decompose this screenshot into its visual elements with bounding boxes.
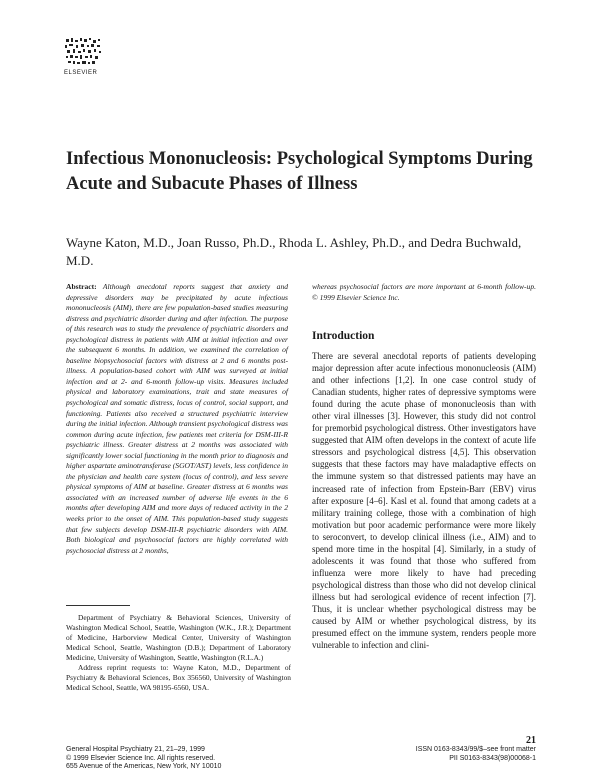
introduction-body: There are several anecdotal reports of patients developing major depression after acute infectious mononucleosis (AIM) and other infections [1,2]. In one case control study of Canadian students, higher rates of depressive symptoms were found during the acute phase of mononucleosis than with other viral illnesses [3]. However, this study did not control for premorbid psychological distress. Other investigators have suggested that AIM often develops in the context of acute life stressors and psychological distress [4,5]. This observation suggests that these factors may have maladaptive effects on the immune system so that distressed patients may have an increased rate of infection from Epstein-Barr (EBV) virus after exposure [4–6]. Kasl et al. found that among cadets at a military training college, those with a combination of high motivation but poor academic performance were more likely to seroconvert, to develop clinical illness (i.e., AIM) and to spend more time in the hospital [4]. Similarly, in a study of adolescents it was found that those who suffered from influenza were more likely to have had preceding psychological distress than those who did not develop clinical illness but had serological evidence of recent infection [7]. Thus, it is unclear whether psychological distress may be caused by AIM or whether psychological distress, by its presumed effect on the immune system, renders people more vulnerable to infection and clini- [312, 351, 536, 651]
publisher-address: 655 Avenue of the Americas, New York, NY 10010 [66, 763, 222, 771]
affiliations [66, 613, 291, 693]
pii: PII S0163-8343(98)00068-1 [449, 754, 536, 762]
footer-journal-info [66, 746, 221, 772]
copyright-line: © 1999 Elsevier Science Inc. All rights reserved. [66, 754, 216, 762]
abstract-label: Abstract: [66, 282, 97, 291]
abstract-text: Although anecdotal reports suggest that anxiety and depressive disorders may be precipitated by acute infectious mononucleosis (AIM), there are few population-based studies measuring distress and psychiatric disorder during and after infection. The purpose of this research was to study the prevalence of psychiatric disorders and psychological distress in patients with AIM at initial infection and over the subsequent 6 months. In addition, we examined the correlation of baseline biopsychosocial factors with distress at 2 and 6 months post-illness. A population-based cohort with AIM was surveyed at initial infection and at 2- and 6-month follow-up visits. Measures included physical and laboratory examinations, trait and state measures of psychological and somatic distress, locus of control, social support, and functioning. Patients also received a structured psychiatric interview during the initial infection. Although transient psychological distress was common during acute infection, few patients met criteria for DSM-III-R psychiatric illness. Greater distress at 2 months was associated with significantly lower social functioning in the month prior to diagnosis and higher aspartate aminotransferase (SGOT/AST) levels, less confidence in the physician and health care system (locus of control), and less severe physical symptoms of AIM at baseline. Greater distress at 6 months was associated with an increased number of adverse life events in the 6 months after developing AIM and more days of reduced activity in the 2 weeks prior to the onset of AIM. This population-based study suggests that few subjects develop DSM-III-R psychiatric disorders with AIM. Both biological and psychosocial factors are highly correlated with psychosocial distress at 2 months, [66, 282, 288, 555]
page-number: 21 [526, 735, 536, 746]
section-heading-introduction: Introduction [312, 330, 375, 342]
article-title: Infectious Mononucleosis: Psychological Symptoms During Acute and Subacute Phases of Illness [66, 149, 533, 194]
publisher-name: ELSEVIER [64, 70, 98, 76]
affiliation-departments: Department of Psychiatry & Behavioral Sciences, University of Washington Medical School, Seattle, Washington (W.K., J.R.); Department of Medicine, Harborview Medical Center, University of Washington Medical School, Seattle, Washington (D.B.); Department of Laboratory Medicine, University of Washington, Seattle, Washington (R.L.A.) [66, 613, 291, 662]
abstract-continued: whereas psychosocial factors are more important at 6-month follow-up. © 1999 Elsevier Science Inc. [312, 282, 536, 302]
journal-citation: General Hospital Psychiatry 21, 21–29, 1999 [66, 746, 205, 753]
author-list: Wayne Katon, M.D., Joan Russo, Ph.D., Rhoda L. Ashley, Ph.D., and Dedra Buchwald, M.D. [66, 235, 522, 268]
reprint-address: Address reprint requests to: Wayne Katon, M.D., Department of Psychiatry & Behavioral Sciences, Box 356560, University of Washington Medical School, Seattle, WA 98195-6560, USA. [66, 663, 291, 692]
footer-identifiers [416, 746, 536, 763]
abstract [66, 282, 288, 556]
issn: ISSN 0163-8343/99/$–see front matter [415, 746, 536, 753]
footnote-divider [66, 605, 130, 606]
